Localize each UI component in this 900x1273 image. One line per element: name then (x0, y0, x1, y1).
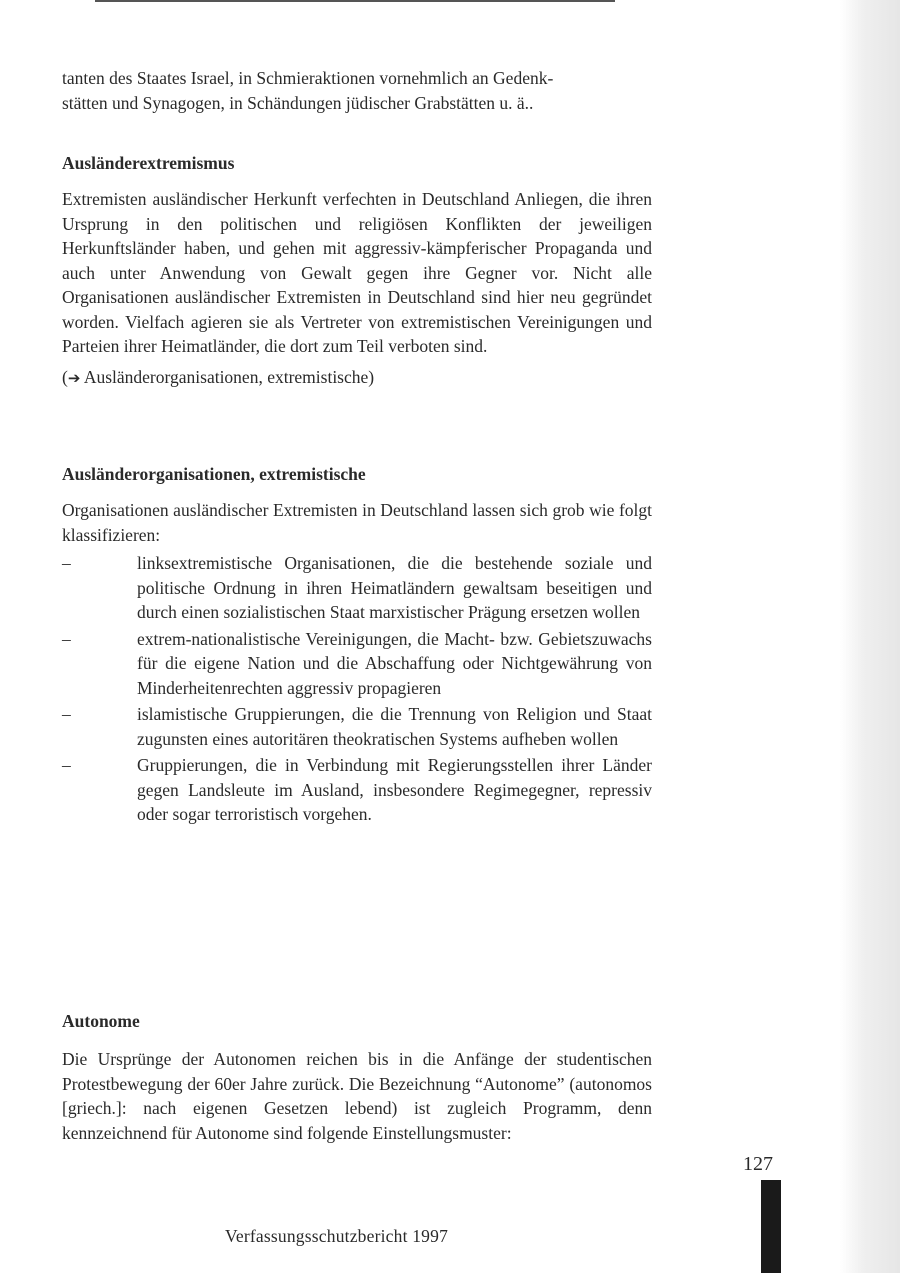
thumb-index-tab (761, 1180, 781, 1273)
classification-list (62, 551, 652, 827)
top-rule (95, 0, 615, 2)
list-item (62, 551, 652, 625)
page-margin-shade (840, 0, 900, 1273)
intro-line: stätten und Synagogen, in Schändungen jüdischer Grabstätten u. ä.. (62, 92, 534, 113)
intro-text (62, 66, 652, 115)
list-item-text: extrem-nationalistische Vereinigungen, die Macht- bzw. Gebietszuwachs für die eigene Nation und die Abschaffung oder Nichtgewährung von Minderheitenrechten aggressiv propagieren (137, 628, 652, 698)
ref-text: Ausländerorganisationen, extremistische) (80, 366, 375, 387)
cross-reference (62, 365, 652, 391)
intro-line: tanten des Staates Israel, in Schmieraktionen vornehmlich an Gedenk- (62, 68, 554, 88)
ref-open: ( (62, 366, 68, 387)
list-item-text: islamistische Gruppierungen, die die Trennung von Religion und Staat zugunsten eines autoritären theokratischen Systems aufheben wollen (137, 704, 652, 749)
arrow-right-icon: ➔ (67, 368, 81, 387)
section-auslaenderorganisationen (62, 462, 652, 829)
section-body: Extremisten ausländischer Herkunft verfechten in Deutschland Anliegen, die ihren Ursprung in den politischen und religiösen Konflikten der jeweiligen Herkunftsländer haben, und gehen mit aggressiv-kämpferischer Propaganda und auch unter Anwendung von Gewalt gegen ihre Gegner vor. Nicht alle Organisationen ausländischer Extremisten in Deutschland sind hier neu gegründet worden. Vielfach agieren sie als Vertreter von extremistischen Vereinigungen und Parteien ihrer Heimatländer, die dort zum Teil verboten sind. (62, 189, 652, 356)
list-item (62, 702, 652, 751)
section-auslaenderextremismus (62, 151, 652, 390)
page-footer: Verfassungsschutzbericht 1997 (225, 1226, 449, 1246)
dash-marker: – (62, 755, 71, 775)
list-item (62, 627, 652, 701)
dash-marker: – (62, 628, 71, 649)
section-body: Die Ursprünge der Autonomen reichen bis in die Anfänge der studentischen Protestbewegung der 60er Jahre zurück. Die Bezeichnung “Autonome” (autonomos [griech.]: nach eigenen Gesetzen lebend) ist zugleich Programm, denn kennzeichnend für Autonome sind folgende Einstellungsmuster: (62, 1049, 652, 1143)
section-heading: Ausländerextremismus (62, 153, 235, 173)
section-autonome (62, 1009, 652, 1145)
section-heading: Autonome (62, 1011, 140, 1031)
list-item-text: Gruppierungen, die in Verbindung mit Regierungsstellen ihrer Länder gegen Landsleute im Ausland, insbesondere Regimegegner, repressiv oder sogar terroristisch vorgehen. (137, 755, 652, 824)
dash-marker: – (62, 704, 71, 724)
list-item (62, 753, 652, 827)
page-number: 127 (743, 1153, 773, 1175)
dash-marker: – (62, 553, 71, 573)
section-intro: Organisationen ausländischer Extremisten in Deutschland lassen sich grob wie folgt klassifizieren: (62, 500, 652, 545)
section-heading: Ausländerorganisationen, extremistische (62, 464, 366, 484)
list-item-text: linksextremistische Organisationen, die die bestehende soziale und politische Ordnung in ihren Heimatländern gewaltsam beseitigen und durch einen sozialistischen Staat marxistischer Prägung ersetzen wollen (137, 553, 652, 622)
